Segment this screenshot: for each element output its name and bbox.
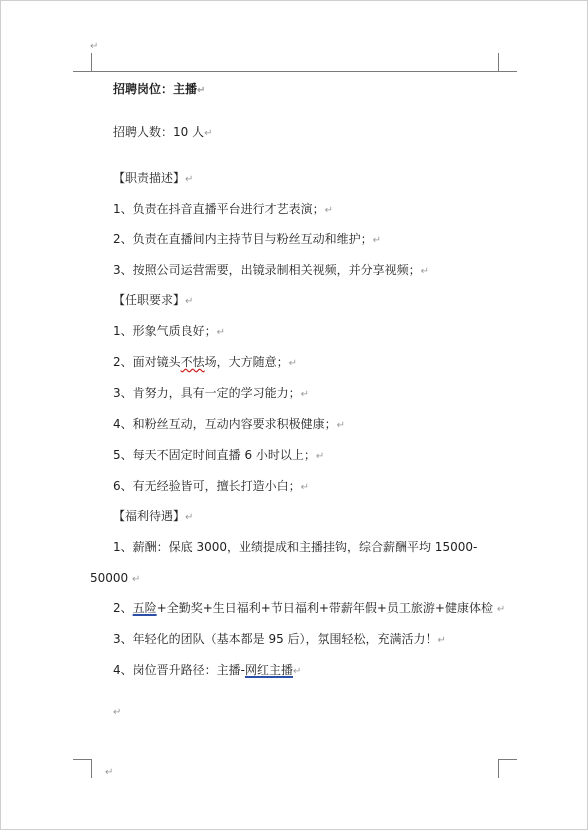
benefit-item-3[interactable]: 3、年轻化的团队（基本都是 95 后），氛围轻松，充满活力！↵ <box>113 632 446 646</box>
footer-paragraph-mark: ↵ <box>105 767 114 778</box>
headcount-line[interactable]: 招聘人数：10 人↵ <box>113 125 213 139</box>
crop-mark-top-left <box>73 53 92 72</box>
benefit-item-4[interactable]: 4、岗位晋升路径：主播-网红主播↵ <box>113 663 302 677</box>
requirement-item-5[interactable]: 5、每天不固定时间直播 6 小时以上；↵ <box>113 448 325 462</box>
position-title[interactable]: 招聘岗位：主播↵ <box>113 82 206 96</box>
duty-item-2[interactable]: 2、负责在直播间内主持节目与粉丝互动和维护；↵ <box>113 232 382 246</box>
benefit-item-2[interactable]: 2、五险+全勤奖+生日福利+节日福利+带薪年假+员工旅游+健康体检 ↵ <box>113 601 506 615</box>
requirement-item-6[interactable]: 6、有无经验皆可，擅长打造小白；↵ <box>113 479 310 493</box>
duty-item-3[interactable]: 3、按照公司运营需要，出镜录制相关视频，并分享视频；↵ <box>113 263 430 277</box>
requirement-item-1[interactable]: 1、形象气质良好；↵ <box>113 324 226 338</box>
section-heading-benefits[interactable]: 【福利待遇】↵ <box>113 509 194 523</box>
spellcheck-underline[interactable]: 不怯 <box>180 355 205 369</box>
header-paragraph-mark: ↵ <box>90 41 99 52</box>
header-divider <box>91 71 498 72</box>
section-heading-requirements[interactable]: 【任职要求】↵ <box>113 293 194 307</box>
requirement-item-4[interactable]: 4、和粉丝互动，互动内容要求积极健康；↵ <box>113 417 346 431</box>
crop-mark-bottom-right <box>498 759 517 778</box>
crop-mark-top-right <box>498 53 517 72</box>
grammar-underline[interactable]: 五险 <box>132 601 157 615</box>
benefit-item-1[interactable]: 1、薪酬：保底 3000，业绩提成和主播挂钩，综合薪酬平均 15000- <box>113 540 478 554</box>
requirement-item-3[interactable]: 3、肯努力，具有一定的学习能力；↵ <box>113 386 310 400</box>
empty-paragraph-mark: ↵ <box>113 707 122 718</box>
grammar-underline[interactable]: 网红主播 <box>244 663 293 677</box>
duty-item-1[interactable]: 1、负责在抖音直播平台进行才艺表演；↵ <box>113 202 334 216</box>
requirement-item-2[interactable]: 2、面对镜头不怯场，大方随意；↵ <box>113 355 298 369</box>
benefit-item-1-continued[interactable]: 50000 ↵ <box>90 571 141 585</box>
crop-mark-bottom-left <box>73 759 92 778</box>
section-heading-duties[interactable]: 【职责描述】↵ <box>113 171 194 185</box>
